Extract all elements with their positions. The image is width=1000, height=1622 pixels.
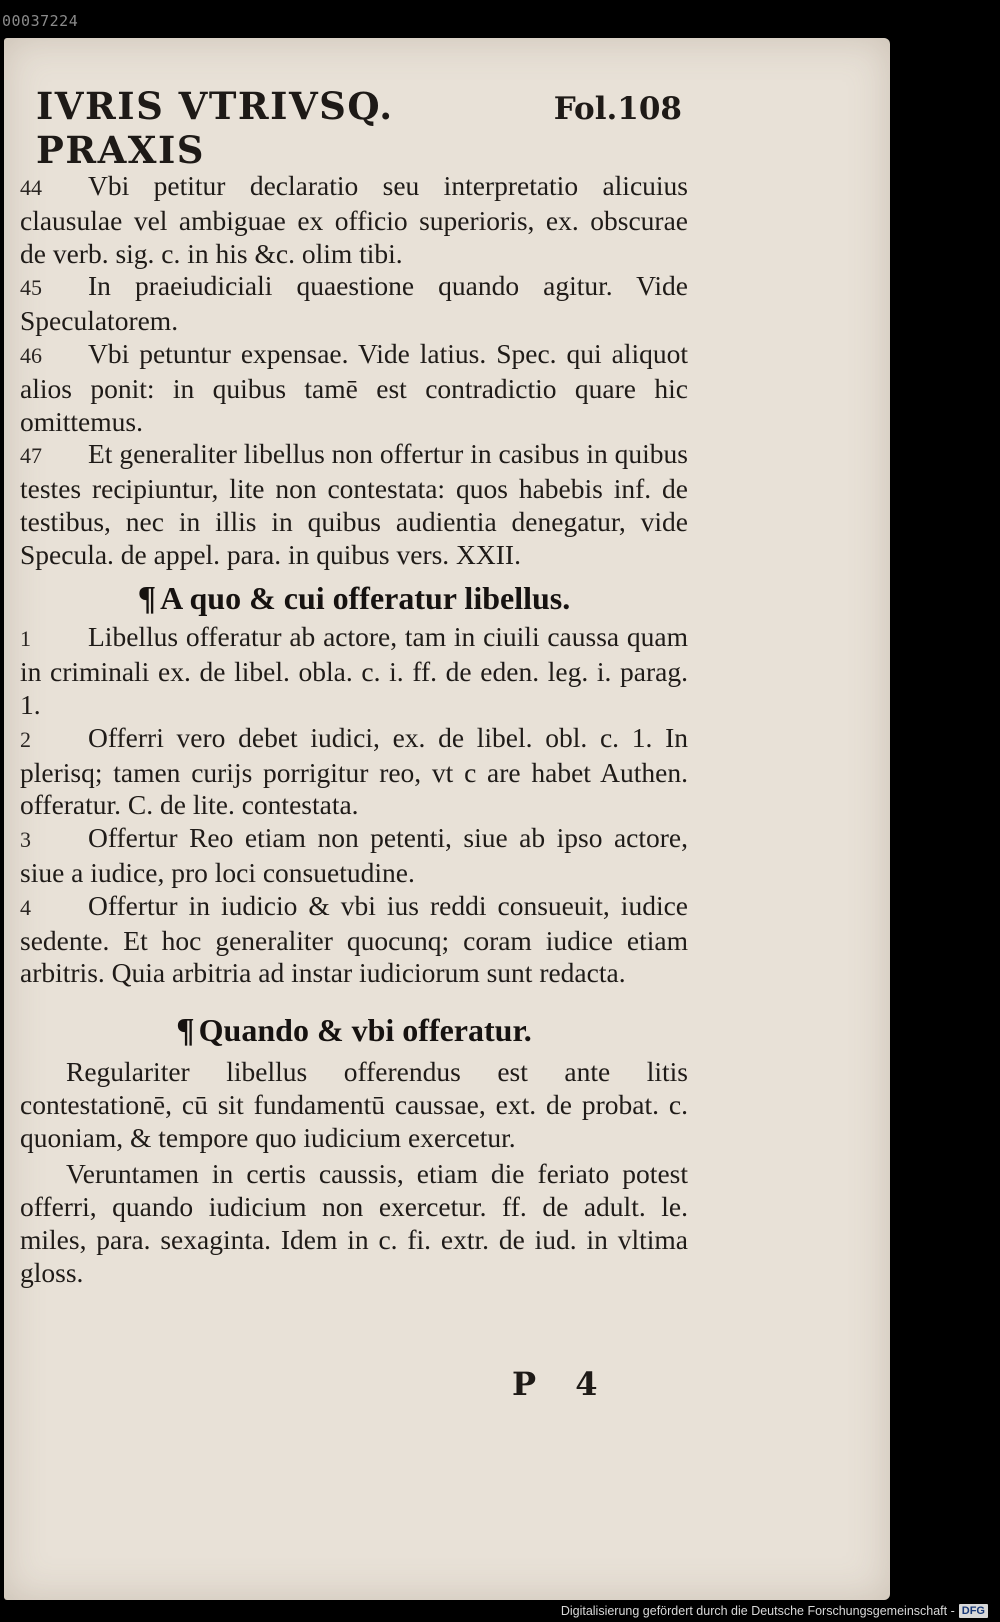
- entry-text: Offertur in iudicio & vbi ius reddi consueuit, iudice sedente. Et hoc generaliter quocunq; coram iudice etiam arbitris. Quia arbitria ad instar iudiciorum sunt redacta.: [20, 889, 688, 989]
- pilcrow-mark: ¶: [137, 579, 157, 617]
- entry-number: 46: [20, 342, 42, 368]
- numbered-entry: [20, 822, 688, 890]
- entry-text: In praeiudiciali quaestione quando agitur. Vide Speculatorem.: [20, 270, 688, 337]
- numbered-entry: [20, 170, 688, 270]
- numbered-entry: [20, 890, 688, 990]
- entry-number: 1: [20, 626, 31, 652]
- entry-text: Offerri vero debet iudici, ex. de libel. obl. c. 1. In plerisq; tamen curijs porrigitur reo, vt c are habet Authen. offeratur. C. de lite. contestata.: [20, 721, 688, 821]
- signature-mark: P 4: [512, 1365, 612, 1403]
- running-head-title: IVRIS VTRIVSQ. PRAXIS: [36, 84, 394, 172]
- scan-id: 00037224: [2, 12, 79, 30]
- entry-text: Et generaliter libellus non offertur in casibus in quibus testes recipiuntur, lite non contestata: quos habebis inf. de testibus, nec in illis in quibus audientia denegatur, vide Specula. de appel. para. in quibus vers. XXII.: [20, 438, 688, 570]
- section-heading-text: A quo & cui offeratur libellus.: [160, 579, 571, 616]
- footer: [561, 1604, 988, 1618]
- entry-number: 3: [20, 827, 31, 853]
- folio-number: Fol.108: [553, 91, 682, 127]
- section-heading-text: Quando & vbi offeratur.: [198, 1012, 532, 1049]
- numbered-entry: [20, 438, 688, 571]
- page-text: [20, 170, 688, 1290]
- numbered-entries: [20, 621, 688, 990]
- numbered-entry: [20, 338, 688, 438]
- entry-number: 44: [20, 175, 42, 200]
- entry-text: Vbi petuntur expensae. Vide latius. Spec. qui aliquot alios ponit: in quibus tamē est contradictio quare hic omittemus.: [20, 337, 688, 437]
- numbered-entry: [20, 621, 688, 721]
- section-heading-quando: [20, 1014, 688, 1048]
- entry-text: Vbi petitur declaratio seu interpretatio alicuius clausulae vel ambiguae ex officio superioris, ex. obscurae de verb. sig. c. in his &c. olim tibi.: [20, 170, 688, 269]
- numbered-entry: [20, 270, 688, 338]
- funding-note: Digitalisierung gefördert durch die Deutsche Forschungsgemeinschaft -: [560, 1604, 955, 1618]
- entry-number: 47: [20, 443, 42, 469]
- dfg-logo: DFG: [959, 1604, 988, 1618]
- entry-text: Offertur Reo etiam non petenti, siue ab ipso actore, siue a iudice, pro loci consuetudine.: [20, 822, 688, 888]
- numbered-entry: [20, 722, 688, 822]
- entry-number: 45: [20, 275, 42, 301]
- pilcrow-mark: ¶: [176, 1012, 195, 1050]
- entry-number: 4: [20, 894, 31, 920]
- paragraph: Regulariter libellus offerendus est ante litis contestationē, cū sit fundamentū caussae, ext. de probat. c. quoniam, & tempore quo iudicium exercetur.: [20, 1055, 688, 1153]
- numbered-entries-continued: [20, 170, 688, 572]
- paragraph: Veruntamen in certis caussis, etiam die feriato potest offerri, quando iudicium non exercetur. ff. de adult. le. miles, para. sexaginta. Idem in c. fi. extr. de iud. in vltima gloss.: [20, 1158, 688, 1288]
- entry-number: 2: [20, 726, 31, 752]
- running-head: [36, 84, 682, 172]
- entry-text: Libellus offeratur ab actore, tam in ciuili caussa quam in criminali ex. de libel. obla. c. i. ff. de eden. leg. i. parag. 1.: [20, 621, 688, 720]
- section-heading-a-quo: [20, 579, 688, 617]
